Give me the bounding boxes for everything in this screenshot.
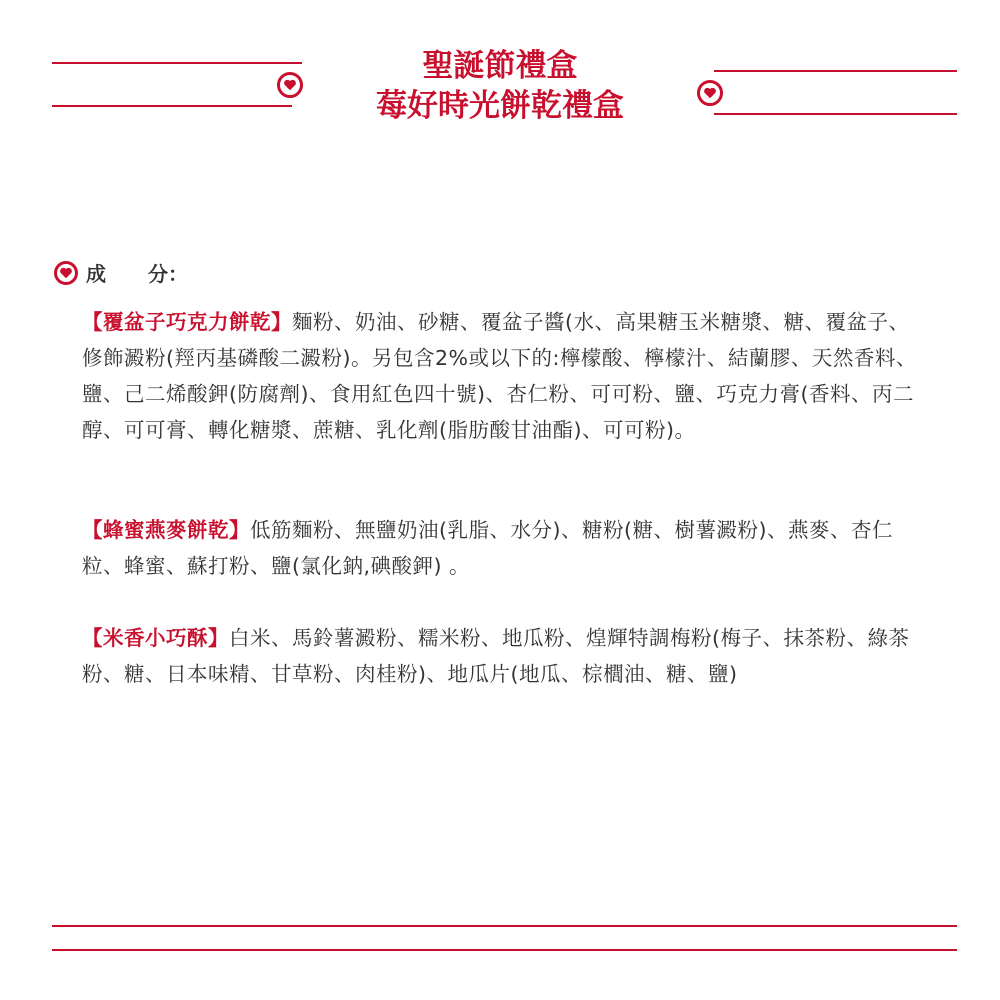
product-name: 覆盆子巧克力餅乾 bbox=[103, 310, 271, 334]
footer-rule-bottom bbox=[52, 949, 957, 951]
bracket-open: 【 bbox=[82, 626, 103, 650]
bracket-close: 】 bbox=[229, 518, 250, 542]
product-tag bbox=[82, 310, 292, 334]
ingredients-text: 白米、馬鈴薯澱粉、糯米粉、地瓜粉、煌輝特調梅粉(梅子、抹茶粉、綠茶粉、糖、日本味精、甘草粉、肉桂粉)、地瓜片(地瓜、棕櫚油、糖、鹽) bbox=[82, 626, 910, 686]
product-ingredients-honey-oat bbox=[82, 512, 924, 584]
header-rule-right-bottom bbox=[714, 113, 957, 115]
heading-label-part2: 分： bbox=[148, 262, 188, 286]
product-tag bbox=[82, 626, 229, 650]
heart-icon bbox=[697, 80, 723, 106]
product-ingredients-raspberry bbox=[82, 304, 924, 448]
title-line-2: 莓好時光餅乾禮盒 bbox=[376, 88, 624, 124]
product-name: 蜂蜜燕麥餅乾 bbox=[103, 518, 229, 542]
title-line-1: 聖誕節禮盒 bbox=[422, 48, 578, 84]
header-rule-right-top bbox=[714, 70, 957, 72]
product-tag bbox=[82, 518, 250, 542]
bracket-close: 】 bbox=[271, 310, 292, 334]
heart-icon bbox=[54, 261, 78, 285]
header-rule-left-bottom bbox=[52, 105, 292, 107]
ingredients-text: 麵粉、奶油、砂糖、覆盆子醬(水、高果糖玉米糖漿、糖、覆盆子、修飾澱粉(羥丙基磷酸二澱粉)。另包含2%或以下的:檸檬酸、檸檬汁、結蘭膠、天然香料、鹽、己二烯酸鉀(防腐劑)、食用紅色四十號)、杏仁粉、可可粉、鹽、巧克力膏(香料、丙二醇、可可膏、轉化糖漿、蔗糖、乳化劑(脂肪酸甘油酯)、可可粉)。 bbox=[82, 310, 917, 442]
bracket-close: 】 bbox=[208, 626, 229, 650]
product-name: 米香小巧酥 bbox=[103, 626, 208, 650]
header-rule-left-top bbox=[52, 62, 302, 64]
bracket-open: 【 bbox=[82, 310, 103, 334]
page-title bbox=[300, 46, 700, 126]
ingredients-heading bbox=[54, 258, 188, 287]
bracket-open: 【 bbox=[82, 518, 103, 542]
heading-label-part1: 成 bbox=[86, 262, 106, 286]
footer-rule-top bbox=[52, 925, 957, 927]
product-ingredients-rice-crisp bbox=[82, 620, 924, 692]
ingredients-text: 低筋麵粉、無鹽奶油(乳脂、水分)、糖粉(糖、樹薯澱粉)、燕麥、杏仁粒、蜂蜜、蘇打粉、鹽(氯化鈉,碘酸鉀) 。 bbox=[82, 518, 893, 578]
